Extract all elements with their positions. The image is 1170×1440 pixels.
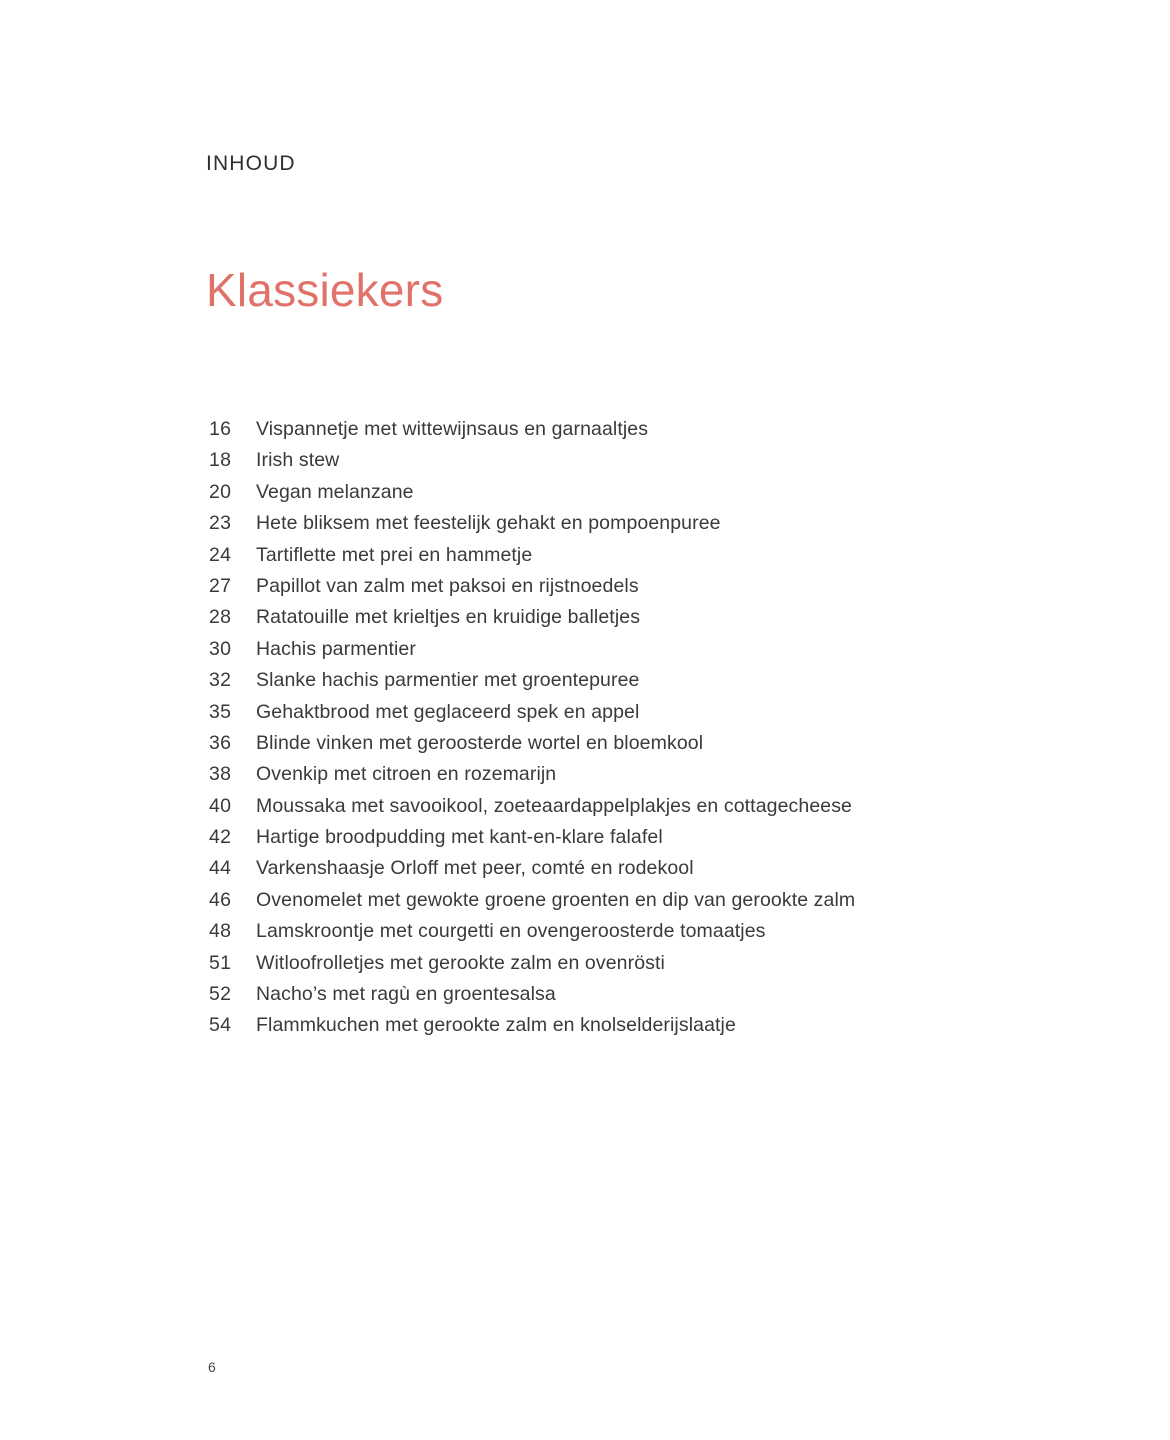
toc-entry-title: Hachis parmentier [256,637,416,660]
toc-entry-page-number: 35 [209,700,232,723]
toc-entry-title: Irish stew [256,449,340,472]
toc-entry-title: Ovenomelet met gewokte groene groenten en dip van gerookte zalm [256,888,856,911]
toc-entry[interactable] [209,795,969,826]
toc-entry[interactable] [209,575,969,606]
toc-entry-title: Lamskroontje met courgetti en ovengeroosterde tomaatjes [256,920,766,943]
toc-entry-page-number: 16 [209,418,232,440]
toc-entry[interactable] [209,638,969,669]
toc-entry-title: Hartige broodpudding met kant-en-klare falafel [256,826,663,849]
toc-entry-title: Flammkuchen met gerookte zalm en knolselderijslaatje [256,1014,736,1037]
toc-entry-title: Moussaka met savooikool, zoeteaardappelplakjes en cottagecheese [256,794,853,817]
toc-entry-page-number: 40 [209,794,232,817]
toc-entry-title: Varkenshaasje Orloff met peer, comté en rodekool [256,857,694,880]
toc-entry[interactable] [209,1014,969,1045]
toc-entry-title: Witloofrolletjes met gerookte zalm en ovenrösti [256,951,665,974]
toc-entry-page-number: 36 [209,731,232,754]
toc-entry[interactable] [209,826,969,857]
toc-entry-page-number: 51 [209,951,232,974]
toc-entry-title: Blinde vinken met geroosterde wortel en bloemkool [256,731,704,754]
toc-entry-page-number: 32 [209,669,232,692]
toc-entry[interactable] [209,983,969,1014]
toc-entry-title: Vegan melanzane [256,480,414,503]
toc-entry-title: Nacho’s met ragù en groentesalsa [256,983,556,1006]
toc-entry[interactable] [209,920,969,951]
toc-entry[interactable] [209,952,969,983]
toc-entry[interactable] [209,418,969,449]
toc-entry-page-number: 52 [209,983,232,1006]
toc-entry[interactable] [209,732,969,763]
toc-entry-page-number: 27 [209,574,232,597]
page-kicker-inhoud: INHOUD [206,152,296,175]
toc-entry-title: Tartiflette met prei en hammetje [256,543,533,566]
toc-entry-page-number: 54 [209,1014,232,1037]
toc-entry-page-number: 42 [209,826,232,849]
table-of-contents [209,418,969,1046]
toc-entry-title: Vispannetje met wittewijnsaus en garnaaltjes [256,418,649,440]
toc-entry-page-number: 28 [209,606,232,629]
toc-entry-page-number: 18 [209,449,232,472]
toc-entry[interactable] [209,889,969,920]
toc-entry-page-number: 44 [209,857,232,880]
toc-entry-page-number: 48 [209,920,232,943]
toc-entry[interactable] [209,512,969,543]
toc-entry-title: Gehaktbrood met geglaceerd spek en appel [256,700,640,723]
toc-entry[interactable] [209,763,969,794]
toc-entry[interactable] [209,481,969,512]
toc-entry-page-number: 20 [209,480,232,503]
toc-entry[interactable] [209,857,969,888]
toc-entry-title: Slanke hachis parmentier met groentepuree [256,669,640,692]
toc-entry[interactable] [209,449,969,480]
toc-entry-title: Ratatouille met krieltjes en kruidige balletjes [256,606,641,629]
toc-entry-title: Papillot van zalm met paksoi en rijstnoedels [256,574,639,597]
toc-entry[interactable] [209,669,969,700]
page-title: Klassiekers [206,263,444,316]
folio-page-number: 6 [208,1359,216,1375]
toc-entry[interactable] [209,606,969,637]
toc-entry-page-number: 30 [209,637,232,660]
toc-entry-title: Hete bliksem met feestelijk gehakt en pompoenpuree [256,512,721,535]
toc-entry[interactable] [209,701,969,732]
toc-entry[interactable] [209,544,969,575]
toc-entry-page-number: 46 [209,888,232,911]
toc-entry-page-number: 38 [209,763,232,786]
toc-entry-title: Ovenkip met citroen en rozemarijn [256,763,557,786]
toc-entry-page-number: 24 [209,543,232,566]
toc-entry-page-number: 23 [209,512,232,535]
